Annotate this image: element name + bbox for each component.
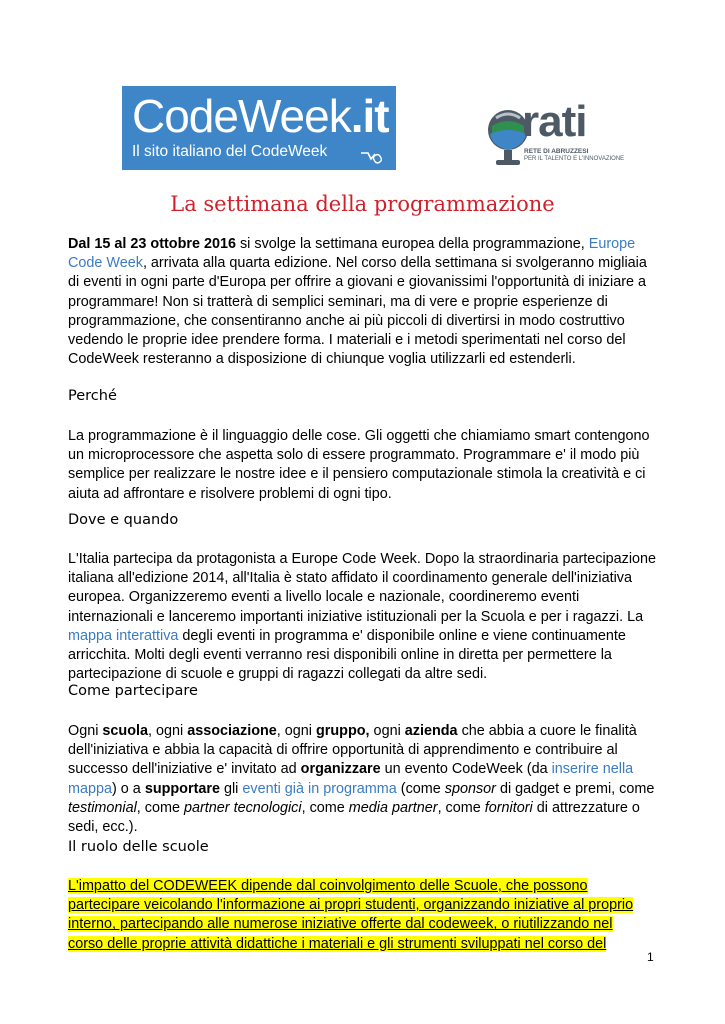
perche-paragraph: La programmazione è il linguaggio delle cose. Gli oggetti che chiamiamo smart contengono un microprocessore che aspetta solo di essere programmato. Programmare e' il modo più semplice per realizzare le nostre idee e il pensiero computazionale stimola la creatività e ci aiuta ad affrontare e risolvere problemi di ogni tipo. [68, 428, 650, 502]
rati-logo-line2: PER IL TALENTO E L'INNOVAZIONE [524, 156, 625, 162]
section-heading-come: Come partecipare [68, 683, 198, 699]
rati-logo [486, 97, 625, 172]
dove-paragraph: L'Italia partecipa da protagonista a Europe Code Week. Dopo la straordinaria partecipazione italiana all'edizione 2014, all'Italia è stato affidato il coordinamento generale dell'iniziativa europea. Organizzeremo eventi a livello locale e nazionale, coordineremo eventi internazionali e lanceremo importanti iniziative istituzionali per la Scuola e per i ragazzi. La mappa interattiva degli eventi in programma e' disponibile online e viene continuamente arricchita. Molti degli eventi verranno resi disponibili online in diretta per permettere la partecipazione di scuole e gruppi di ragazzi collegati da altre sedi. [68, 551, 657, 683]
rati-logo-line1: RETE DI ABRUZZESI [524, 148, 589, 155]
page-number: 1 [647, 950, 654, 964]
page-title: La settimana della programmazione [170, 192, 555, 216]
mouse-cable-icon [360, 150, 382, 164]
codeweek-logo-tld: .it [350, 90, 389, 142]
inserire-mappa-link[interactable]: inserire nella mappa [68, 761, 634, 797]
codeweek-logo-tagline: Il sito italiano del CodeWeek [132, 143, 328, 160]
codeweek-logo-name: CodeWeek [132, 90, 351, 142]
scuole-paragraph: L'impatto del CODEWEEK dipende dal coinvolgimento delle Scuole, che possono partecipare veicolando l'informazione ai propri studenti, organizzando iniziative al proprio interno, partecipando alle numerose iniziative offerte dal codeweek, o riutilizzando nel corso delle proprie attività didattiche i materiali e gli strumenti sviluppati nel corso del [68, 878, 634, 952]
europe-code-week-link[interactable]: Europe Code Week [68, 236, 636, 272]
section-heading-dove: Dove e quando [68, 512, 179, 528]
section-heading-scuole: Il ruolo delle scuole [68, 839, 209, 855]
codeweek-logo [122, 86, 396, 170]
intro-dates: Dal 15 al 23 ottobre 2016 [68, 236, 236, 252]
mappa-interattiva-link[interactable]: mappa interattiva [68, 627, 179, 644]
come-paragraph: Ogni scuola, ogni associazione, ogni gruppo, ogni azienda che abbia a cuore le finalità dell'iniziativa e abbia la capacità di offrire opportunità di apprendimento e contribuire al successo dell'iniziative e' invitato ad organizzare un evento CodeWeek (da inserire nella mappa) o a supportare gli eventi già in programma (come sponsor di gadget e premi, come testimonial, come partner tecnologici, come media partner, come fornitori di attrezzature o sedi, ecc.). [68, 723, 655, 836]
eventi-in-programma-link[interactable]: eventi già in programma [242, 780, 397, 797]
rati-logo-word: rati [522, 97, 587, 146]
section-heading-perche: Perché [68, 388, 117, 404]
intro-paragraph: Dal 15 al 23 ottobre 2016 si svolge la settimana europea della programmazione, Europe Code Week, arrivata alla quarta edizione. Nel corso della settimana si svolgeranno migliaia di eventi in ogni parte d'Europa per offrire a giovani e giovanissimi l'opportunità di iniziare a programmare! Non si tratterà di semplici seminari, ma di vere e proprie esperienze di programmazione, che consentiranno anche ai più piccoli di divertirsi in modo costruttivo vedendo le proprie idee prendere forma. I materiali e i metodi sperimentati nel corso del CodeWeek resteranno a disposizione di chiunque voglia utilizzarli ed estenderli. [68, 236, 647, 368]
